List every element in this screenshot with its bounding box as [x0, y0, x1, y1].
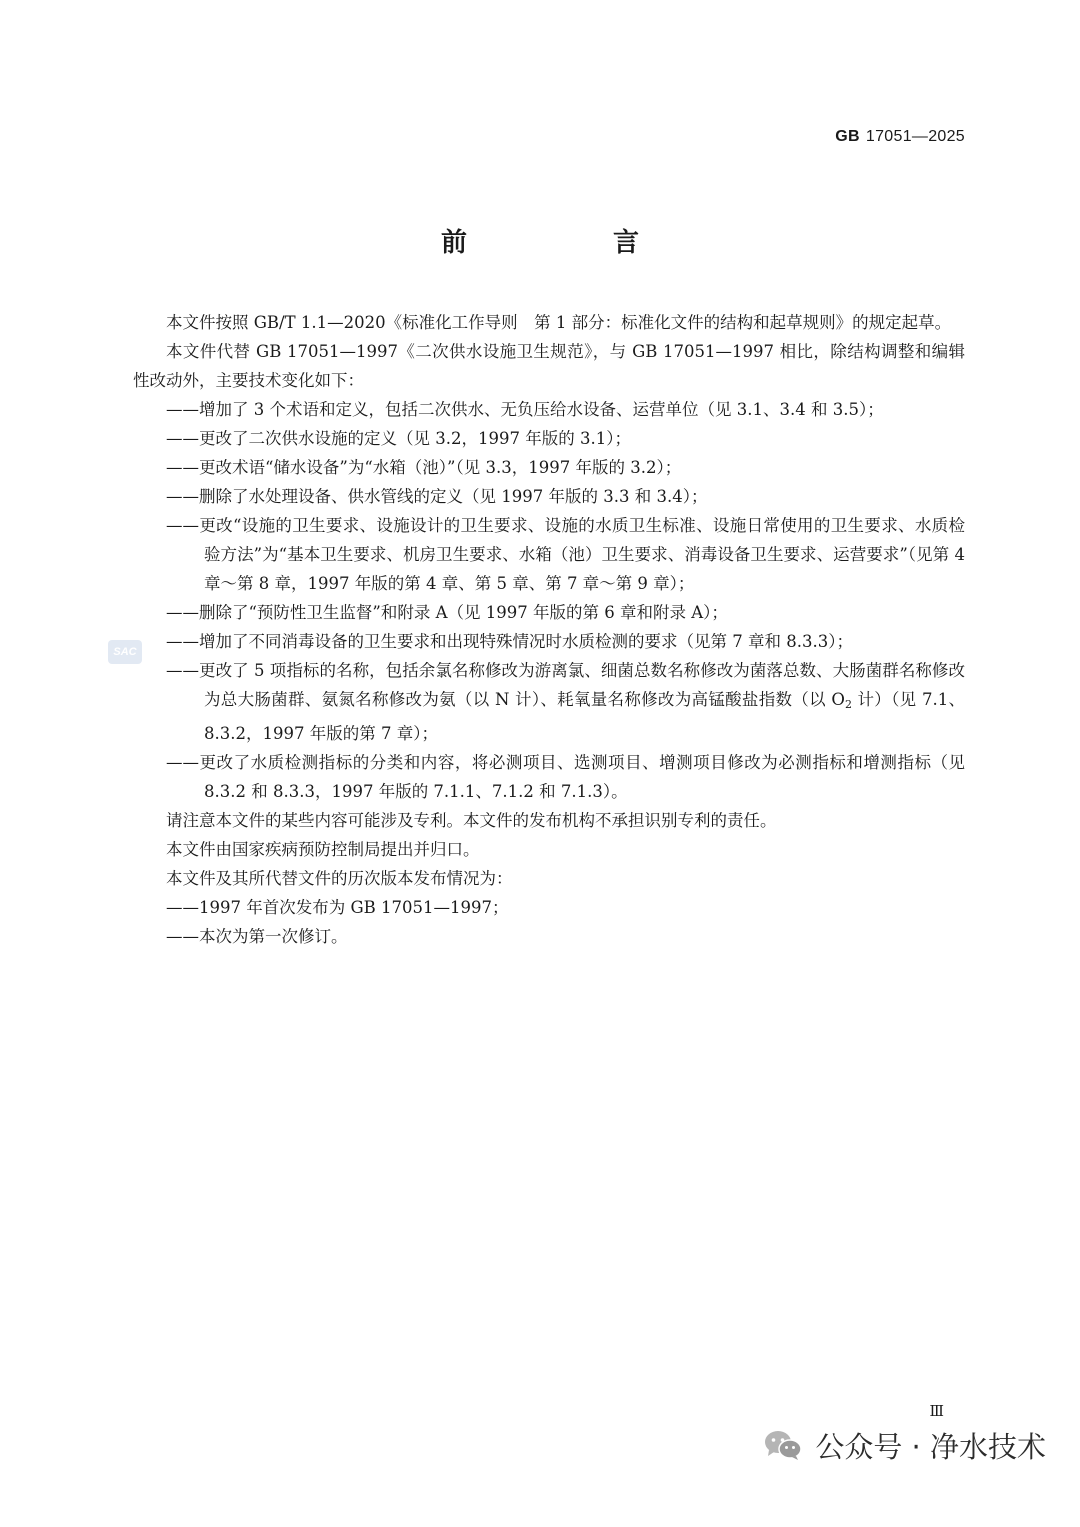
sac-logo: SAC: [108, 640, 142, 664]
list-item: ——增加了 3 个术语和定义，包括二次供水、无负压给水设备、运营单位（见 3.1、3.4 和 3.5）；: [166, 400, 884, 419]
paragraph: 本文件由国家疾病预防控制局提出并归口。: [166, 840, 480, 859]
list-item-text: 计）（见 7.1、8.3.2，1997 年版的第 7 章）；: [204, 690, 965, 743]
paragraph: 请注意本文件的某些内容可能涉及专利。本文件的发布机构不承担识别专利的责任。: [166, 811, 777, 830]
list-item: ——更改了水质检测指标的分类和内容，将必测项目、选测项目、增测项目修改为必测指标和增测指标（见 8.3.2 和 8.3.3，1997 年版的 7.1.1、7.1.2 和 7.1.3）。: [166, 753, 965, 801]
list-item: ——更改“设施的卫生要求、设施设计的卫生要求、设施的水质卫生标准、设施日常使用的卫生要求、水质检验方法”为“基本卫生要求、机房卫生要求、水箱（池）卫生要求、消毒设备卫生要求、运营要求”（见第 4 章～第 8 章，1997 年版的第 4 章、第 5 章、第 7 章～第 9 章）；: [166, 516, 965, 593]
list-item-text: ——更改了 5 项指标的名称，包括余氯名称修改为游离氯、细菌总数名称修改为菌落总数、大肠菌群名称修改为总大肠菌群、氨氮名称修改为氨（以 N 计）、耗氧量名称修改为高锰酸盐指数（以 O: [166, 661, 965, 709]
standard-code: [835, 128, 965, 146]
list-item: ——本次为第一次修订。: [166, 927, 348, 946]
list-item: ——删除了水处理设备、供水管线的定义（见 1997 年版的 3.3 和 3.4）；: [166, 487, 708, 506]
document-body: [133, 308, 965, 951]
standard-prefix: GB: [835, 128, 860, 145]
paragraph: 本文件按照 GB/T 1.1—2020《标准化工作导则 第 1 部分：标准化文件的结构和起草规则》的规定起草。: [166, 313, 952, 332]
list-item: ——增加了不同消毒设备的卫生要求和出现特殊情况时水质检测的要求（见第 7 章和 8.3.3）；: [166, 632, 853, 651]
paragraph: 本文件及其所代替文件的历次版本发布情况为：: [166, 869, 513, 888]
paragraph: 本文件代替 GB 17051—1997《二次供水设施卫生规范》，与 GB 17051—1997 相比，除结构调整和编辑性改动外，主要技术变化如下：: [133, 342, 965, 390]
list-item: ——1997 年首次发布为 GB 17051—1997；: [166, 898, 509, 917]
watermark: [763, 1425, 1046, 1465]
watermark-text: 公众号 · 净水技术: [815, 1429, 1046, 1464]
list-item: ——更改术语“储水设备”为“水箱（池）”（见 3.3，1997 年版的 3.2）；: [166, 458, 682, 477]
standard-number: 17051—2025: [865, 128, 965, 145]
subscript: 2: [844, 698, 852, 711]
list-item: ——更改了二次供水设施的定义（见 3.2，1997 年版的 3.1）；: [166, 429, 631, 448]
page-title: 前 言: [440, 228, 699, 258]
page-number: Ⅲ: [929, 1402, 943, 1420]
wechat-icon: [763, 1429, 803, 1461]
list-item: [133, 656, 965, 748]
list-item: ——删除了“预防性卫生监督”和附录 A（见 1997 年版的第 6 章和附录 A）；: [166, 603, 728, 622]
